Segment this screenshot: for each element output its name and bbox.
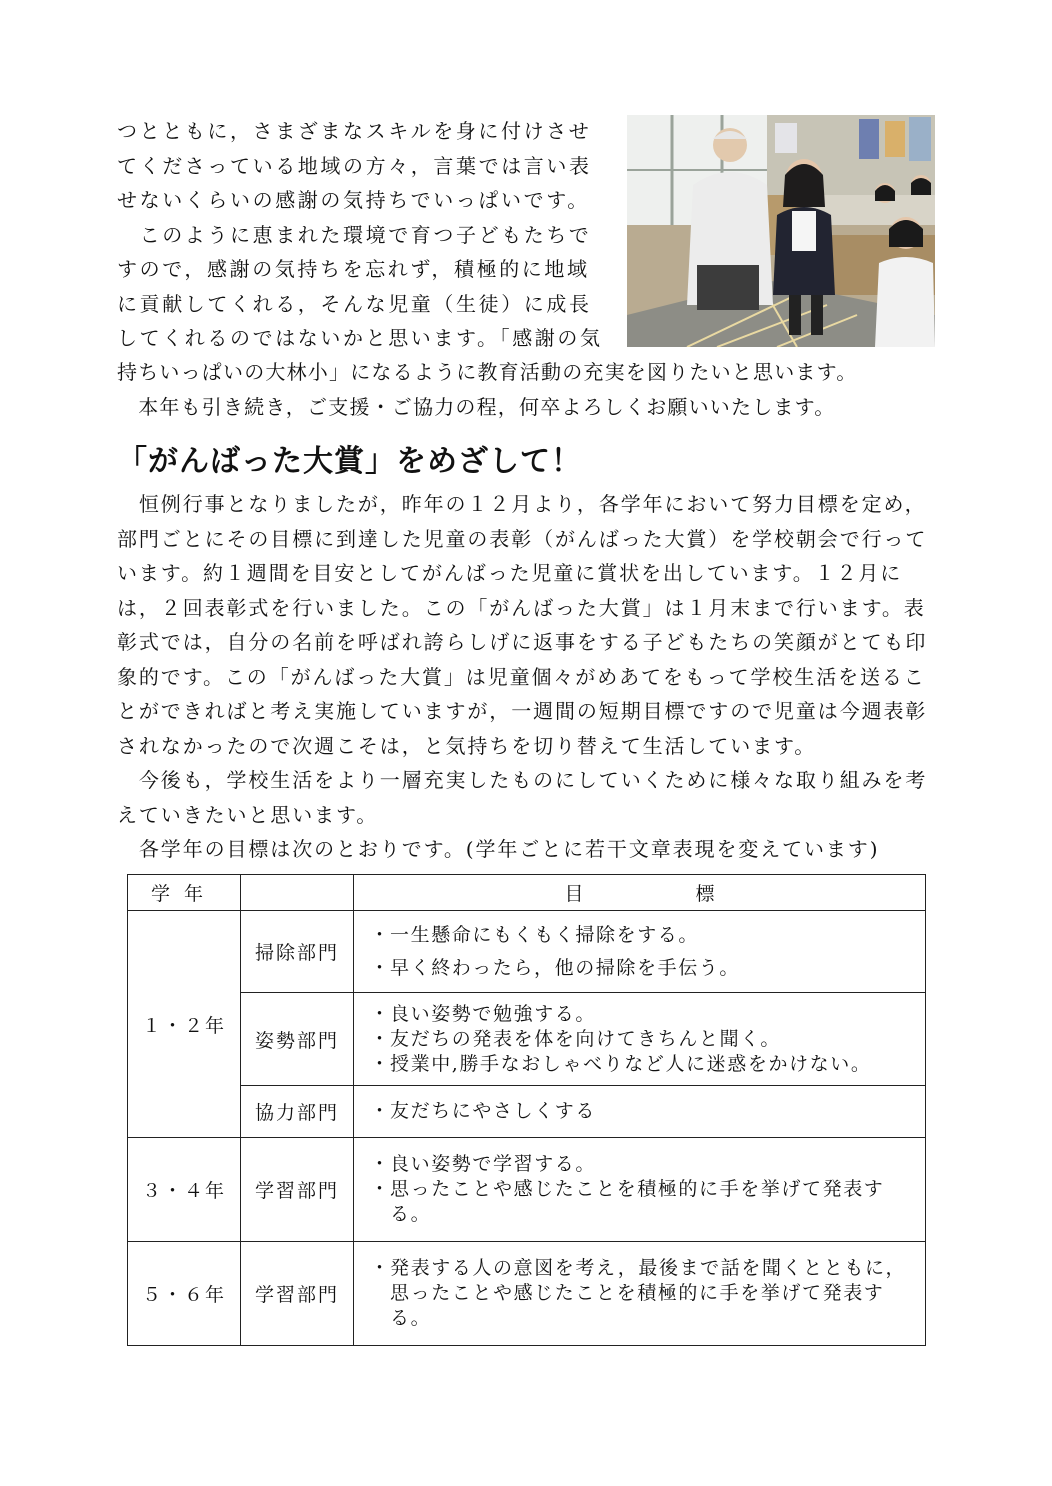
goal-item: ・ 思ったことや感じたことを積極的に手を挙げて発表する。 bbox=[370, 1177, 917, 1227]
department-cell: 協力部門 bbox=[241, 1086, 354, 1138]
text-line: 本年も引き続き，ご支援・ご協力の程，何卒よろしくお願いいたします。 bbox=[117, 394, 836, 419]
text-line: せないくらいの感謝の気持ちでいっぱいです。 bbox=[117, 188, 590, 212]
goal-item: ・ 友だちの発表を体を向けてきちんと聞く。 bbox=[370, 1027, 917, 1052]
goal-item: ・ 良い姿勢で学習する。 bbox=[370, 1152, 917, 1177]
goals-cell bbox=[354, 993, 926, 1086]
goal-item: ・ 一生懸命にもくもく掃除をする。 bbox=[370, 919, 917, 952]
goals-table bbox=[127, 874, 926, 1346]
header-goal bbox=[354, 875, 926, 911]
department-cell: 学習部門 bbox=[241, 1242, 354, 1346]
goals-cell bbox=[354, 1138, 926, 1242]
header-department bbox=[241, 875, 354, 911]
goal-item: ・ 発表する人の意図を考え，最後まで話を聞くとともに，思ったことや感じたことを積極的に手を挙げて発表する。 bbox=[370, 1256, 917, 1331]
grade-cell: １・２年 bbox=[128, 911, 241, 1138]
intro-paragraph bbox=[117, 114, 617, 356]
text-line: すので，感謝の気持ちを忘れず，積極的に地域 bbox=[117, 257, 590, 281]
paragraph: 恒例行事となりましたが，昨年の１２月より，各学年において努力目標を定め，部門ごとにその目標に到達した児童の表彰（がんばった大賞）を学校朝会で行っています。約１週間を目安としてがんばった児童に賞状を出しています。１２月には，２回表彰式を行いました。この「がんばった大賞」は１月末まで行います。表彰式では，自分の名前を呼ばれ誇らしげに返事をする子どもたちの笑顔がとても印象的です。この「がんばった大賞」は児童個々がめあてをもって学校生活を送ることができればと考え実施していますが，一週間の短期目標ですので児童は今週表彰されなかったので次週こそは，と気持ちを切り替えて生活しています。 bbox=[117, 492, 928, 758]
goal-item: ・ 授業中,勝手なおしゃべりなど人に迷惑をかけない。 bbox=[370, 1052, 917, 1077]
goals-cell bbox=[354, 1086, 926, 1138]
grade-cell: ５・６年 bbox=[128, 1242, 241, 1346]
goal-item: ・ 早く終わったら，他の掃除を手伝う。 bbox=[370, 952, 917, 985]
grade-cell: ３・４年 bbox=[128, 1138, 241, 1242]
table-row bbox=[128, 1138, 926, 1242]
classroom-photo bbox=[627, 115, 935, 347]
goals-cell bbox=[354, 1242, 926, 1346]
text-line: このように恵まれた環境で育つ子どもたちで bbox=[117, 222, 592, 247]
table-row bbox=[128, 1086, 926, 1138]
table-row bbox=[128, 911, 926, 993]
table-row bbox=[128, 1242, 926, 1346]
text-line: に貢献してくれる，そんな児童（生徒）に成長 bbox=[117, 291, 592, 316]
text-line: 持ちいっぱいの大林小」になるように教育活動の充実を図りたいと思います。 bbox=[117, 360, 858, 384]
table-row bbox=[128, 993, 926, 1086]
header-grade: 学年 bbox=[128, 875, 241, 911]
goals-cell bbox=[354, 911, 926, 993]
section-heading: 「がんばった大賞」をめざして！ bbox=[117, 444, 582, 479]
paragraph: 各学年の目標は次のとおりです。(学年ごとに若干文章表現を変えています) bbox=[117, 837, 880, 861]
paragraph: 今後も，学校生活をより一層充実したものにしていくために様々な取り組みを考えていきたいと思います。 bbox=[117, 768, 928, 827]
text-line: してくれるのではないかと思います。「感謝の気 bbox=[117, 326, 603, 350]
text-line: てくださっている地域の方々，言葉では言い表 bbox=[117, 153, 592, 178]
goal-item: ・ 良い姿勢で勉強する。 bbox=[370, 1002, 917, 1027]
header-goal-char: 標 bbox=[695, 883, 715, 905]
classroom-photo-illustration bbox=[627, 115, 935, 347]
department-cell: 掃除部門 bbox=[241, 911, 354, 993]
section-body bbox=[117, 487, 937, 867]
header-goal-char: 目 bbox=[564, 883, 584, 905]
text-line: つとともに，さまざまなスキルを身に付けさせ bbox=[117, 119, 592, 143]
department-cell: 学習部門 bbox=[241, 1138, 354, 1242]
intro-closing bbox=[117, 355, 937, 424]
department-cell: 姿勢部門 bbox=[241, 993, 354, 1086]
goal-item: ・ 友だちにやさしくする bbox=[370, 1099, 917, 1124]
table-header-row bbox=[128, 875, 926, 911]
